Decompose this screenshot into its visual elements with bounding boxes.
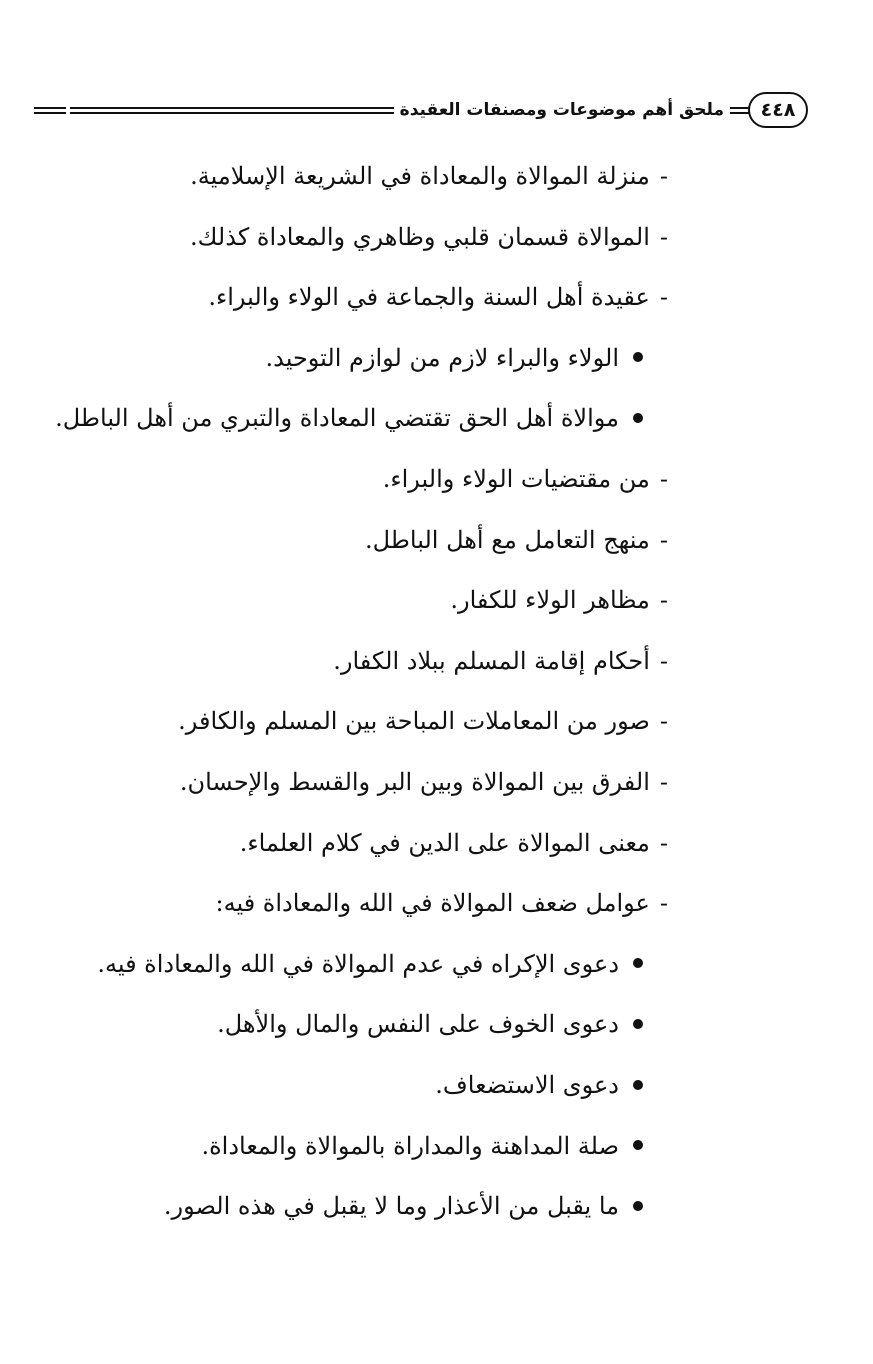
list-item-text: دعوى الإكراه في عدم الموالاة في الله والمعاداة فيه. bbox=[97, 949, 619, 978]
dash-list-item bbox=[190, 156, 668, 196]
dash-marker: - bbox=[659, 707, 668, 736]
dash-marker: - bbox=[659, 283, 668, 312]
list-item-text: معنى الموالاة على الدين في كلام العلماء. bbox=[239, 828, 650, 857]
list-item-text: الولاء والبراء لازم من لوازم التوحيد. bbox=[265, 343, 619, 372]
list-item-text: مظاهر الولاء للكفار. bbox=[450, 586, 650, 615]
dash-list-item bbox=[240, 823, 668, 863]
list-item-text: عوامل ضعف الموالاة في الله والمعاداة فيه: bbox=[215, 889, 650, 918]
dash-list-item bbox=[383, 459, 668, 499]
dash-marker: - bbox=[659, 889, 668, 918]
dash-list-item bbox=[208, 277, 668, 317]
list-item-text: أحكام إقامة المسلم ببلاد الكفار. bbox=[333, 646, 650, 675]
bullet-list-item bbox=[201, 1126, 643, 1166]
dash-marker: - bbox=[659, 768, 668, 796]
dash-list-item bbox=[190, 217, 668, 257]
list-item-text: منهج التعامل مع أهل الباطل. bbox=[365, 525, 650, 554]
bullet-icon bbox=[633, 413, 643, 423]
dash-list-item bbox=[216, 883, 669, 923]
dash-marker: - bbox=[659, 162, 668, 190]
bullet-list-item bbox=[164, 1186, 643, 1226]
bullet-list-item bbox=[435, 1065, 643, 1105]
bullet-list-item bbox=[97, 944, 643, 984]
list-item-text: صلة المداهنة والمداراة بالموالاة والمعاداة. bbox=[201, 1131, 619, 1160]
list-item-text: من مقتضيات الولاء والبراء. bbox=[382, 465, 650, 493]
list-item-text: ما يقبل من الأعذار وما لا يقبل في هذه الصور. bbox=[163, 1192, 619, 1221]
list-item-text: الموالاة قسمان قلبي وظاهري والمعاداة كذلك. bbox=[190, 222, 650, 251]
bullet-icon bbox=[633, 1140, 643, 1150]
bullet-list-item bbox=[55, 398, 643, 438]
bullet-icon bbox=[633, 1019, 643, 1029]
dash-marker: - bbox=[659, 222, 668, 251]
bullet-icon bbox=[633, 352, 643, 362]
running-title: ملحق أهم موضوعات ومصنفات العقيدة bbox=[394, 95, 730, 125]
list-item-text: موالاة أهل الحق تقتضي المعاداة والتبري من أهل الباطل. bbox=[55, 404, 619, 433]
dash-list-item bbox=[180, 762, 668, 802]
list-item-text: عقيدة أهل السنة والجماعة في الولاء والبراء. bbox=[208, 283, 650, 312]
dash-list-item bbox=[365, 520, 668, 560]
bullet-icon bbox=[633, 1201, 643, 1211]
bullet-icon bbox=[633, 1080, 643, 1090]
bullet-list-item bbox=[217, 1004, 643, 1044]
list-item-text: منزلة الموالاة والمعاداة في الشريعة الإسلامية. bbox=[190, 162, 650, 190]
page-number-badge bbox=[748, 92, 808, 128]
list-item-text: صور من المعاملات المباحة بين المسلم والكافر. bbox=[178, 707, 650, 736]
header-rule-end bbox=[34, 107, 66, 114]
dash-marker: - bbox=[659, 465, 668, 493]
list-item-text: دعوى الخوف على النفس والمال والأهل. bbox=[217, 1010, 619, 1039]
list-item-text: الفرق بين الموالاة وبين البر والقسط والإحسان. bbox=[179, 768, 650, 796]
list-item-text: دعوى الاستضعاف. bbox=[435, 1071, 619, 1099]
bullet-icon bbox=[633, 958, 643, 968]
dash-marker: - bbox=[659, 828, 668, 857]
dash-list-item bbox=[450, 580, 668, 620]
dash-marker: - bbox=[659, 525, 668, 554]
dash-marker: - bbox=[659, 646, 668, 675]
dash-marker: - bbox=[659, 586, 668, 615]
dash-list-item bbox=[178, 701, 668, 741]
dash-list-item bbox=[333, 641, 668, 681]
page-number: ٤٤٨ bbox=[760, 99, 796, 121]
bullet-list-item bbox=[265, 338, 643, 378]
